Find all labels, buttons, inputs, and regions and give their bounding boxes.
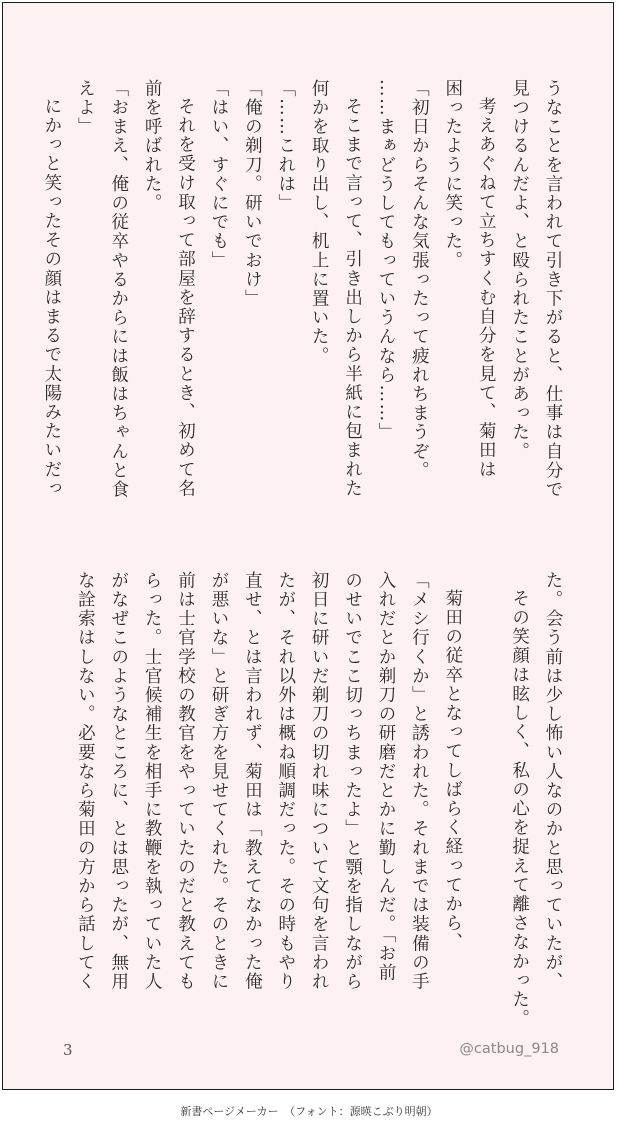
text-line: 「……これは」: [275, 79, 296, 213]
text-column-top: [35, 79, 570, 539]
text-line: 「俺の剃刀。研いでおけ」: [242, 79, 263, 309]
text-line: にかっと笑ったその顔はまるで太陽みたいだっ: [41, 96, 62, 498]
text-line: らった。士官候補生を相手に教鞭を執っていた人: [142, 571, 163, 992]
text-line: 菊田の従卒となってしばらく経ってから、: [442, 588, 463, 952]
text-line: 入れだとか剃刀の研磨だとかに勤しんだ。「お前: [375, 571, 396, 983]
text-line: のせいでここ切っちまったよ」と顎を指しながら: [342, 571, 363, 992]
text-line: な詮索はしない。必要なら菊田の方から話してく: [75, 571, 96, 992]
text-line: ……まぁどうしてもっていうんなら……」: [375, 79, 396, 442]
text-line: そこまで言って、引き出しから半紙に包まれた: [342, 96, 363, 498]
text-line: えよ」: [75, 79, 96, 137]
text-line: たが、それ以外は概ね順調だった。その時もやり: [275, 571, 296, 992]
text-line: 何かを取り出し、机上に置いた。: [309, 79, 330, 366]
text-line: 前は士官学校の教官をやっていたのだと教えても: [175, 571, 196, 992]
text-line: 困ったように笑った。: [442, 79, 463, 270]
text-column-bottom: [68, 571, 569, 1031]
text-line: た。会う前は少し怖い人なのかと思っていたが、: [543, 571, 563, 992]
text-line: それを受け取って部屋を辞するとき、初めて名: [175, 96, 196, 498]
text-line: 「おまえ、俺の従卒やるからには飯はちゃんと食: [108, 79, 129, 500]
text-line: うなことを言われて引き下がると、仕事は自分で: [543, 79, 563, 500]
text-line: 見つけるんだよ、と殴られたことがあった。: [509, 79, 530, 461]
author-handle: @catbug_918: [459, 1041, 559, 1057]
page-number: 3: [63, 1041, 73, 1059]
text-line: 「メシ行くか」と誘われた。それまでは装備の手: [409, 571, 430, 992]
text-line: 考えあぐねて立ちすくむ自分を見て、菊田は: [476, 96, 497, 479]
footer-credit: 新書ページメーカー （フォント：源暎こぶり明朝）: [180, 1105, 438, 1118]
text-line: が悪いな」と研ぎ方を見せてくれた。そのときに: [208, 571, 229, 992]
text-line: 前を呼ばれた。: [142, 79, 163, 213]
book-page: [2, 2, 614, 1090]
text-line: [469, 571, 502, 1031]
text-line: 「初日からそんな気張ったって疲れちまうぞ。: [409, 79, 430, 481]
text-line: 初日に研いだ剃刀の切れ味について文句を言われ: [309, 571, 330, 992]
text-line: その笑顔は眩しく、私の心を捉えて離さなかった。: [509, 588, 530, 1028]
text-line: 「はい、すぐにでも」: [208, 79, 229, 270]
text-line: がなぜこのようなところに、とは思ったが、無用: [108, 571, 129, 992]
text-line: 直せ、とは言われず、菊田は「教えてなかった俺: [242, 571, 263, 992]
